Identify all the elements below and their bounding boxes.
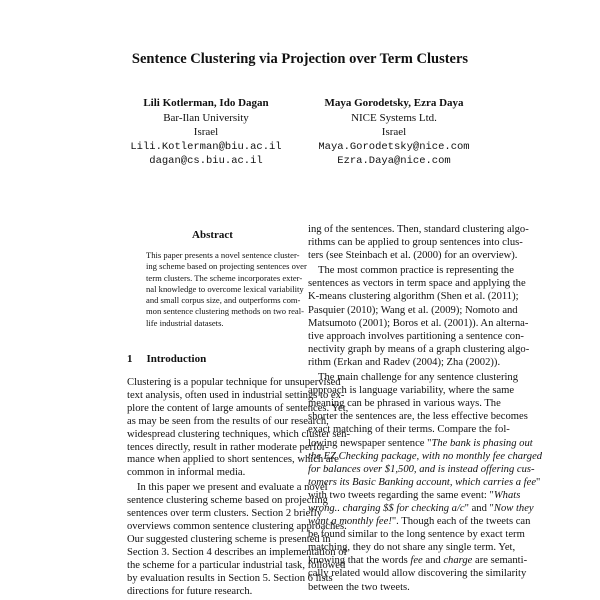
text-line: widespread clustering techniques, which cluster sen- <box>127 428 350 440</box>
paragraph <box>308 371 543 594</box>
author-block-1 <box>96 96 316 169</box>
italic-text: want a monthly fee! <box>308 516 392 528</box>
text-span: and <box>422 555 444 567</box>
text-line: as may be seen from the results of our research, <box>127 415 329 427</box>
italic-text: charge <box>443 555 473 567</box>
text-line: rithm (Erkan and Radev (2004); Zha (2002)). <box>308 356 501 368</box>
paragraph <box>127 377 350 480</box>
text-line <box>308 502 534 515</box>
italic-text: tomers its Basic Banking account, which carries a fee <box>308 476 537 488</box>
section-title: Introduction <box>146 353 207 365</box>
text-line: This paper presents a novel sentence cluster- <box>146 250 300 260</box>
text-span: with two tweets regarding the same event: " <box>308 489 494 501</box>
italic-text: for balances over $1,500, and is instead offering cus- <box>308 463 535 475</box>
text-line: ing scheme based on projecting sentences over <box>146 261 307 272</box>
author-affiliation: NICE Systems Ltd. <box>351 111 437 124</box>
text-line <box>308 437 533 450</box>
section-heading <box>127 353 206 365</box>
text-line: nal knowledge to overcome lexical variability <box>146 283 304 294</box>
text-span: " and " <box>464 502 494 514</box>
abstract-body <box>146 250 307 331</box>
italic-text: Whats <box>493 489 521 501</box>
author-email: dagan@cs.biu.ac.il <box>149 155 263 167</box>
text-line: matching, they do not share any single term. Yet, <box>308 542 516 554</box>
italic-text: fee <box>410 555 423 567</box>
text-line: Pasquier (2010); Wang et al. (2009); Nomoto and <box>308 304 518 316</box>
right-column-body <box>308 223 543 596</box>
italic-text: Now they <box>493 502 534 514</box>
text-span: " <box>536 476 541 488</box>
author-email: Maya.Gorodetsky@nice.com <box>318 140 470 153</box>
text-span: knowing that the words <box>308 555 411 567</box>
author-names: Maya Gorodetsky, Ezra Daya <box>324 97 464 109</box>
text-line: overviews common sentence clustering approaches. <box>127 520 347 532</box>
paragraph <box>146 250 307 329</box>
author-country: Israel <box>381 126 407 138</box>
text-line: life industrial datasets. <box>146 317 224 328</box>
text-line: shorter the sentences are, the less effective becomes <box>308 411 528 423</box>
text-line: Matsumoto (2001); Boros et al. (2001)). An alterna- <box>308 317 529 329</box>
text-line: be found similar to the long sentence by exact term <box>308 529 525 541</box>
author-names: Lili Kotlerman, Ido Dagan <box>143 97 269 109</box>
text-line: sentences over term clusters. Section 2 briefly <box>127 508 323 520</box>
text-span: ". Though each of the tweets can <box>391 516 531 528</box>
text-line: tive approach involves partitioning a sentence con- <box>308 330 524 342</box>
text-line: ing of the sentences. Then, standard clustering algo- <box>308 224 529 235</box>
text-line: exact matching of their terms. Compare the fol- <box>308 424 510 436</box>
text-line <box>308 515 531 528</box>
text-line: ters (see Steinbach et al. (2000) for an overview). <box>308 250 518 262</box>
author-email: Lili.Kotlerman@biu.ac.il <box>130 140 282 153</box>
text-line: Clustering is a popular technique for unsupervised <box>127 377 341 388</box>
italic-text: The bank is phasing out <box>431 437 533 449</box>
text-line: approach is language variability, where the same <box>308 385 515 397</box>
text-line: cally related would allow discovering the similarity <box>308 568 527 580</box>
text-line: In this paper we present and evaluate a novel <box>137 482 328 494</box>
text-line <box>308 476 541 489</box>
text-line <box>308 463 535 476</box>
paragraph <box>308 223 529 262</box>
text-line: K-means clustering algorithm (Shen et al. (2011); <box>308 291 519 303</box>
text-line: between the two tweets. <box>308 581 410 593</box>
italic-text: the EZ Checking package, with no monthly fee charged <box>308 450 543 462</box>
text-span: lowing newspaper sentence " <box>308 437 432 449</box>
text-line: Section 3. Section 4 describes an implementation of <box>127 546 348 558</box>
italic-text: wrong.. charging $$ for checking a/c <box>308 502 465 514</box>
paragraph <box>308 264 530 369</box>
text-line: sentence clustering scheme based on projecting <box>127 495 328 507</box>
text-line: nectivity graph by means of a graph clustering algo- <box>308 343 530 355</box>
text-line: meaning can be phrased in various ways. The <box>308 398 501 410</box>
abstract-heading: Abstract <box>192 229 233 241</box>
section-number: 1 <box>127 353 133 365</box>
text-line <box>308 554 528 567</box>
author-email: Ezra.Daya@nice.com <box>337 155 451 167</box>
text-line: The main challenge for any sentence clustering <box>318 372 519 384</box>
text-line: term clusters. The scheme incorporates exter- <box>146 272 303 283</box>
text-line: The most common practice is representing the <box>318 265 514 277</box>
text-line: and small corpus size, and outperforms com- <box>146 295 301 306</box>
text-line: the scheme for a particular industrial task, followed <box>127 559 346 571</box>
author-block-2 <box>284 96 504 169</box>
text-line: directions for future research. <box>127 585 253 597</box>
author-affiliation: Bar-Ilan University <box>163 111 249 124</box>
text-line: rithms can be applied to group sentences into clus- <box>308 237 523 249</box>
text-line: mon sentence clustering methods on two real- <box>146 306 304 317</box>
text-span: are semanti- <box>472 555 528 567</box>
author-country: Israel <box>193 126 219 138</box>
text-line: by evaluation results in Section 5. Section 6 lists <box>127 572 333 584</box>
text-line <box>308 450 543 463</box>
text-line: plore the content of large amounts of sentences. Yet, <box>127 402 349 414</box>
text-line: common in informal media. <box>127 467 246 479</box>
text-line: mance when applied to short sentences, which are <box>127 454 339 466</box>
text-line: tences directly, result in rather moderate perfor- <box>127 441 329 453</box>
paper-title: Sentence Clustering via Projection over Term Clusters <box>131 51 469 67</box>
text-line: text analysis, often used in industrial settings to ex- <box>127 389 345 401</box>
text-line: sentences as vectors in term space and applying the <box>308 278 526 290</box>
text-line: Our suggested clustering scheme is presented in <box>127 533 331 545</box>
paragraph <box>127 482 348 598</box>
text-line <box>308 489 521 502</box>
